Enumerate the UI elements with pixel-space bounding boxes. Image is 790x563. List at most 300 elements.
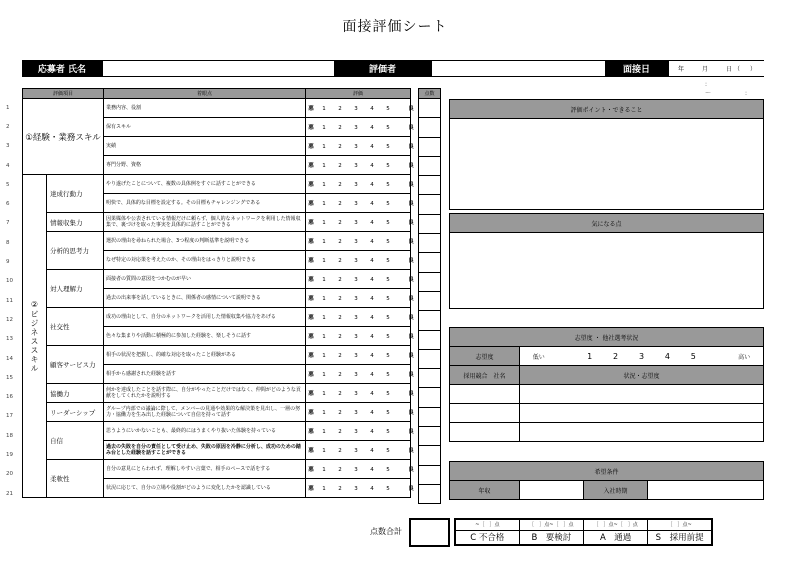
row-number: 6 — [6, 201, 10, 208]
rating-option[interactable]: 2 — [338, 334, 342, 340]
salary-label: 年収 — [450, 481, 520, 500]
score-cell[interactable] — [418, 138, 441, 157]
rating-low-label: 悪 — [308, 182, 314, 188]
grade-label: A 通過 — [584, 530, 648, 545]
row-number: 14 — [6, 355, 13, 362]
subcategory-label: 達成行動力 — [47, 175, 104, 213]
evaluation-table — [22, 88, 414, 498]
rating-option[interactable]: 5 — [386, 182, 390, 188]
row-number: 7 — [6, 220, 10, 227]
evaluation-point: 専門分野、資格 — [104, 156, 306, 175]
table-row — [23, 384, 411, 403]
rating-option[interactable]: 2 — [338, 125, 342, 131]
interview-time-field[interactable]: : ～ : — [705, 81, 762, 97]
grade-label: C 不合格 — [455, 530, 519, 545]
page-title: 面接評価シート — [342, 19, 448, 35]
rating-scale — [306, 365, 414, 384]
desire-option[interactable]: 2 — [613, 351, 619, 361]
rating-option[interactable]: 4 — [370, 201, 374, 207]
rating-low-label: 悪 — [308, 410, 314, 416]
rating-low-label: 悪 — [308, 201, 314, 207]
rating-option[interactable]: 1 — [322, 258, 326, 264]
status-field[interactable] — [520, 385, 764, 404]
rating-option[interactable]: 1 — [322, 182, 326, 188]
rating-option[interactable]: 4 — [370, 448, 374, 454]
rating-option[interactable]: 4 — [370, 106, 374, 112]
rating-option[interactable]: 5 — [386, 315, 390, 321]
rating-low-label: 悪 — [308, 372, 314, 378]
rating-high-label: 良 — [408, 125, 414, 131]
row-number: 17 — [6, 413, 13, 420]
rating-option[interactable]: 5 — [386, 163, 390, 169]
rating-option[interactable]: 1 — [322, 448, 326, 454]
rating-option[interactable]: 5 — [386, 144, 390, 150]
rating-option[interactable]: 4 — [370, 315, 374, 321]
rating-option[interactable]: 2 — [338, 106, 342, 112]
concerns-title: 気になる点 — [450, 214, 763, 233]
rating-option[interactable]: 2 — [338, 258, 342, 264]
rating-option[interactable]: 2 — [338, 239, 342, 245]
rating-option[interactable]: 3 — [354, 429, 358, 435]
rating-option[interactable]: 2 — [338, 144, 342, 150]
rating-option[interactable]: 1 — [322, 486, 326, 492]
rating-option[interactable]: 3 — [354, 486, 358, 492]
rating-option[interactable]: 1 — [322, 277, 326, 283]
rating-high-label: 良 — [408, 372, 414, 378]
rating-option[interactable]: 3 — [354, 144, 358, 150]
rating-scale — [306, 118, 414, 137]
evaluation-point: 成功の理由として、自分のネットワークを活用した情報収集や協力をあげる — [104, 308, 306, 327]
subcategory-label: 自信 — [47, 422, 104, 460]
evaluation-point: 業務内容、役割 — [104, 99, 306, 118]
rating-option[interactable]: 3 — [354, 315, 358, 321]
rating-option[interactable]: 5 — [386, 486, 390, 492]
subcategory-label: 分析的思考力 — [47, 232, 104, 270]
rating-option[interactable]: 1 — [322, 296, 326, 302]
conditions-title: 希望条件 — [450, 462, 764, 481]
rating-option[interactable]: 1 — [322, 201, 326, 207]
header-bar — [22, 60, 764, 77]
evaluation-point: 思うようにいかないことも、最終的にはうまくやり抜いた体験を持っている — [104, 422, 306, 441]
rating-option[interactable]: 1 — [322, 144, 326, 150]
desire-option[interactable]: 5 — [690, 351, 696, 361]
rating-option[interactable]: 3 — [354, 220, 358, 226]
rating-high-label: 良 — [408, 258, 414, 264]
rating-option[interactable]: 3 — [354, 182, 358, 188]
table-row — [23, 308, 411, 327]
row-number: 18 — [6, 432, 13, 439]
table-row — [23, 232, 411, 251]
table-row — [23, 422, 411, 441]
concerns-input[interactable] — [450, 233, 763, 308]
rating-low-label: 悪 — [308, 448, 314, 454]
rating-option[interactable]: 3 — [354, 258, 358, 264]
rating-option[interactable]: 4 — [370, 429, 374, 435]
status-field[interactable] — [520, 404, 764, 423]
rating-option[interactable]: 5 — [386, 201, 390, 207]
rating-scale — [306, 460, 414, 479]
row-number: 5 — [6, 181, 10, 188]
rating-high-label: 良 — [408, 163, 414, 169]
rating-option[interactable]: 5 — [386, 125, 390, 131]
rating-scale — [306, 346, 414, 365]
grade-label: B 要検討 — [519, 530, 583, 545]
rating-option[interactable]: 4 — [370, 163, 374, 169]
competitor-label: 採用競合 社名 — [450, 366, 520, 385]
evaluation-point: 過去の失敗を自分の責任として受け止め、失敗の原因を冷静に分析し、成功のための踏み台とした経験を話すことができる — [104, 441, 306, 460]
rating-option[interactable]: 2 — [338, 315, 342, 321]
rating-option[interactable]: 3 — [354, 467, 358, 473]
desire-title: 志望度 ・ 他社選考状況 — [450, 328, 764, 347]
eval-points-input[interactable] — [450, 119, 763, 209]
rating-option[interactable]: 4 — [370, 239, 374, 245]
rating-option[interactable]: 5 — [386, 448, 390, 454]
rating-low-label: 悪 — [308, 125, 314, 131]
rating-high-label: 良 — [408, 220, 414, 226]
rating-scale — [306, 289, 414, 308]
row-number: 12 — [6, 316, 13, 323]
rating-option[interactable]: 1 — [322, 353, 326, 359]
rating-low-label: 悪 — [308, 486, 314, 492]
rating-option[interactable]: 4 — [370, 144, 374, 150]
rating-option[interactable]: 1 — [322, 429, 326, 435]
rating-option[interactable]: 1 — [322, 391, 326, 397]
rating-high-label: 良 — [408, 353, 414, 359]
applicant-label: 応募者 氏名 — [22, 61, 102, 76]
row-number: 20 — [6, 471, 13, 478]
rating-option[interactable]: 5 — [386, 296, 390, 302]
table-row — [23, 99, 411, 118]
rating-option[interactable]: 4 — [370, 391, 374, 397]
evaluation-point: 色々な集まりや活動に積極的に参加した経験を、楽しそうに話す — [104, 327, 306, 346]
rating-option[interactable]: 4 — [370, 125, 374, 131]
evaluator-field[interactable] — [431, 61, 605, 76]
evaluation-point: 実績 — [104, 137, 306, 156]
score-cell[interactable] — [418, 253, 441, 272]
rating-option[interactable]: 4 — [370, 220, 374, 226]
score-cell[interactable] — [418, 118, 441, 137]
header-score: 点数 — [418, 88, 441, 99]
rating-scale — [306, 422, 414, 441]
evaluation-point: 状況に応じて、自分の立場や役割がどのように変化したかを認識している — [104, 479, 306, 498]
competitor-field[interactable] — [450, 423, 520, 442]
row-number: 2 — [6, 123, 10, 130]
header-point: 着眼点 — [104, 89, 306, 99]
rating-high-label: 良 — [408, 429, 414, 435]
grade-range[interactable]: ［ ］点~［ ］点 — [519, 519, 583, 530]
rating-scale — [306, 384, 414, 403]
rating-option[interactable]: 2 — [338, 429, 342, 435]
rating-option[interactable]: 3 — [354, 410, 358, 416]
rating-option[interactable]: 1 — [322, 106, 326, 112]
score-cell[interactable] — [418, 157, 441, 176]
status-label: 状況・志望度 — [520, 366, 764, 385]
score-cell[interactable] — [418, 427, 441, 446]
rating-low-label: 悪 — [308, 144, 314, 150]
score-cell[interactable] — [418, 408, 441, 427]
desire-option[interactable]: 4 — [664, 351, 670, 361]
score-cell[interactable] — [418, 466, 441, 485]
desire-option[interactable]: 3 — [638, 351, 645, 361]
row-number: 19 — [6, 451, 13, 458]
rating-high-label: 良 — [408, 410, 414, 416]
subcategory-label: 社交性 — [47, 308, 104, 346]
rating-low-label: 悪 — [308, 220, 314, 226]
interview-date-field[interactable]: 年 月 日（ ） — [668, 61, 764, 76]
desire-scale — [520, 347, 764, 366]
rating-option[interactable]: 5 — [386, 334, 390, 340]
desire-high-label: 高い — [738, 353, 751, 361]
salary-field[interactable] — [520, 481, 584, 500]
rating-option[interactable]: 4 — [370, 467, 374, 473]
grade-range[interactable]: ［ ］点~ — [648, 519, 712, 530]
rating-option[interactable]: 1 — [322, 467, 326, 473]
score-cell[interactable] — [418, 485, 441, 504]
rating-high-label: 良 — [408, 182, 414, 188]
rating-low-label: 悪 — [308, 467, 314, 473]
rating-low-label: 悪 — [308, 353, 314, 359]
row-number: 8 — [6, 239, 10, 246]
rating-high-label: 良 — [408, 486, 414, 492]
rating-high-label: 良 — [408, 467, 414, 473]
rating-high-label: 良 — [408, 296, 414, 302]
rating-high-label: 良 — [408, 106, 414, 112]
table-row — [23, 460, 411, 479]
rating-option[interactable]: 2 — [338, 467, 342, 473]
rating-option[interactable]: 4 — [370, 182, 374, 188]
grade-range[interactable]: ［ ］点~［ ］点 — [584, 519, 648, 530]
desire-table — [449, 327, 764, 442]
rating-scale — [306, 479, 414, 498]
score-cell[interactable] — [418, 446, 441, 465]
header-rating: 評価 — [306, 89, 411, 99]
rating-option[interactable]: 3 — [354, 106, 358, 112]
rating-scale — [306, 137, 414, 156]
rating-option[interactable]: 1 — [322, 315, 326, 321]
score-cell[interactable] — [418, 331, 441, 350]
row-number: 11 — [6, 297, 13, 304]
rating-option[interactable]: 5 — [386, 239, 390, 245]
eval-points-title: 評価ポイント・できること — [450, 100, 763, 119]
rating-option[interactable]: 5 — [386, 220, 390, 226]
evaluation-point: 選択の理由を尋ねられた場合、3つ程度の判断基準を説明できる — [104, 232, 306, 251]
rating-option[interactable]: 3 — [354, 201, 358, 207]
evaluation-point: 明快で、具体的な目標を設定する。その目標もチャレンジングである — [104, 194, 306, 213]
rating-option[interactable]: 5 — [386, 106, 390, 112]
join-date-label: 入社時期 — [584, 481, 648, 500]
table-row — [23, 346, 411, 365]
subcategory-label: 協働力 — [47, 384, 104, 403]
rating-option[interactable]: 1 — [322, 220, 326, 226]
rating-scale — [306, 99, 414, 118]
rating-high-label: 良 — [408, 277, 414, 283]
score-cell[interactable] — [418, 350, 441, 369]
row-numbers — [6, 98, 20, 503]
rating-option[interactable]: 2 — [338, 163, 342, 169]
table-row — [23, 403, 411, 422]
rating-low-label: 悪 — [308, 391, 314, 397]
score-cell[interactable] — [418, 176, 441, 195]
rating-scale — [306, 175, 414, 194]
rating-high-label: 良 — [408, 334, 414, 340]
rating-scale — [306, 194, 414, 213]
rating-option[interactable]: 1 — [322, 372, 326, 378]
rating-low-label: 悪 — [308, 315, 314, 321]
rating-option[interactable]: 1 — [322, 410, 326, 416]
score-cell[interactable] — [418, 99, 441, 118]
rating-high-label: 良 — [408, 391, 414, 397]
rating-option[interactable]: 1 — [322, 163, 326, 169]
subcategory-label: 顧客サービス力 — [47, 346, 104, 384]
rating-scale — [306, 308, 414, 327]
rating-high-label: 良 — [408, 144, 414, 150]
rating-low-label: 悪 — [308, 258, 314, 264]
subcategory-label: 情報収集力 — [47, 213, 104, 232]
score-cell[interactable] — [418, 369, 441, 388]
evaluation-point: なぜ特定の対応策を考えたのか、その理由をはっきりと説明できる — [104, 251, 306, 270]
rating-option[interactable]: 5 — [386, 467, 390, 473]
applicant-name-field[interactable] — [102, 61, 334, 76]
total-score-label: 点数合計 — [370, 527, 402, 536]
grade-range[interactable]: ~［ ］点 — [455, 519, 519, 530]
rating-option[interactable]: 1 — [322, 334, 326, 340]
evaluation-point: グループ内部での議論に際して、メンバーの見通や効果的な解決策を見出し、一層の努力・協働力を生み出した経験について自信を持って話す — [104, 403, 306, 422]
table-row — [23, 213, 411, 232]
row-number: 9 — [6, 259, 10, 266]
rating-option[interactable]: 4 — [370, 410, 374, 416]
total-score-field[interactable] — [409, 518, 450, 547]
rating-option[interactable]: 3 — [354, 391, 358, 397]
score-cell[interactable] — [418, 292, 441, 311]
rating-scale — [306, 156, 414, 175]
rating-low-label: 悪 — [308, 296, 314, 302]
rating-option[interactable]: 5 — [386, 372, 390, 378]
row-number: 15 — [6, 374, 13, 381]
rating-option[interactable]: 2 — [338, 220, 342, 226]
desire-option[interactable]: 1 — [587, 351, 593, 361]
evaluation-point: 因果媒体や公表されている情報だけに頼らず、個人的なネットワークを利用した情報収集で、裏づけを取った事実を具体的に話すことができる — [104, 213, 306, 232]
rating-option[interactable]: 2 — [338, 410, 342, 416]
rating-option[interactable]: 2 — [338, 391, 342, 397]
row-number: 16 — [6, 394, 13, 401]
rating-scale — [306, 403, 414, 422]
score-cell[interactable] — [418, 273, 441, 292]
rating-option[interactable]: 3 — [354, 125, 358, 131]
rating-scale — [306, 251, 414, 270]
rating-option[interactable]: 5 — [386, 429, 390, 435]
row-number: 10 — [6, 278, 13, 285]
desire-label: 志望度 — [450, 347, 520, 366]
rating-option[interactable]: 4 — [370, 296, 374, 302]
header-item: 評価項目 — [23, 89, 104, 99]
rating-option[interactable]: 3 — [354, 239, 358, 245]
competitor-field[interactable] — [450, 404, 520, 423]
evaluation-point: 相手から感謝された経験を話す — [104, 365, 306, 384]
grade-label: S 採用前提 — [648, 530, 712, 545]
rating-option[interactable]: 4 — [370, 353, 374, 359]
evaluation-point: 保有スキル — [104, 118, 306, 137]
rating-option[interactable]: 4 — [370, 486, 374, 492]
rating-option[interactable]: 1 — [322, 239, 326, 245]
rating-option[interactable]: 2 — [338, 448, 342, 454]
rating-option[interactable]: 4 — [370, 372, 374, 378]
rating-option[interactable]: 3 — [354, 296, 358, 302]
rating-high-label: 良 — [408, 448, 414, 454]
evaluation-point: 相手の状況を把握し、的確な対応を取ったこと経験がある — [104, 346, 306, 365]
rating-low-label: 悪 — [308, 106, 314, 112]
score-column — [418, 88, 441, 504]
rating-option[interactable]: 3 — [354, 448, 358, 454]
competitor-field[interactable] — [450, 385, 520, 404]
grade-table — [454, 518, 713, 546]
rating-option[interactable]: 3 — [354, 372, 358, 378]
subcategory-label: リーダーシップ — [47, 403, 104, 422]
evaluation-point: 自分の意見にとらわれず、理解しやすい言葉で、相手のペースで話をする — [104, 460, 306, 479]
rating-option[interactable]: 3 — [354, 277, 358, 283]
table-row — [23, 175, 411, 194]
rating-option[interactable]: 1 — [322, 125, 326, 131]
category-business-skill: ②ビジネススキル — [23, 175, 47, 498]
rating-option[interactable]: 3 — [354, 163, 358, 169]
rating-low-label: 悪 — [308, 277, 314, 283]
status-field[interactable] — [520, 423, 764, 442]
rating-scale — [306, 213, 414, 232]
row-number: 4 — [6, 162, 10, 169]
concerns-box — [449, 213, 764, 309]
rating-option[interactable]: 2 — [338, 372, 342, 378]
evaluation-point: 過去の出来事を話しているときに、関係者の感情について説明できる — [104, 289, 306, 308]
subcategory-label: 柔軟性 — [47, 460, 104, 498]
rating-option[interactable]: 2 — [338, 353, 342, 359]
rating-scale — [306, 270, 414, 289]
score-cell[interactable] — [418, 388, 441, 407]
rating-option[interactable]: 5 — [386, 353, 390, 359]
rating-option[interactable]: 2 — [338, 277, 342, 283]
rating-low-label: 悪 — [308, 334, 314, 340]
evaluation-point: 何かを達成したことを話す際に、自分がやったことだけではなく、仲間がどのような貢献をしてくれたかを説明する — [104, 384, 306, 403]
score-cell[interactable] — [418, 234, 441, 253]
rating-option[interactable]: 2 — [338, 296, 342, 302]
rating-scale — [306, 327, 414, 346]
score-cell[interactable] — [418, 195, 441, 214]
rating-option[interactable]: 4 — [370, 258, 374, 264]
join-date-field[interactable] — [648, 481, 764, 500]
row-number: 3 — [6, 143, 10, 150]
rating-option[interactable]: 2 — [338, 201, 342, 207]
rating-option[interactable]: 2 — [338, 486, 342, 492]
table-row — [23, 270, 411, 289]
rating-high-label: 良 — [408, 239, 414, 245]
rating-high-label: 良 — [408, 315, 414, 321]
rating-option[interactable]: 3 — [354, 353, 358, 359]
rating-option[interactable]: 4 — [370, 277, 374, 283]
rating-option[interactable]: 5 — [386, 410, 390, 416]
rating-option[interactable]: 4 — [370, 334, 374, 340]
rating-option[interactable]: 5 — [386, 391, 390, 397]
rating-option[interactable]: 5 — [386, 258, 390, 264]
rating-option[interactable]: 2 — [338, 182, 342, 188]
subcategory-label: 対人理解力 — [47, 270, 104, 308]
rating-low-label: 悪 — [308, 163, 314, 169]
score-cell[interactable] — [418, 311, 441, 330]
category-experience: ①経験・業務スキル — [23, 99, 104, 175]
conditions-table — [449, 461, 764, 500]
rating-option[interactable]: 3 — [354, 334, 358, 340]
score-cell[interactable] — [418, 215, 441, 234]
rating-option[interactable]: 5 — [386, 277, 390, 283]
evaluation-point: やり遂げたことについて、複数の具体例をすぐに話すことができる — [104, 175, 306, 194]
rating-low-label: 悪 — [308, 429, 314, 435]
